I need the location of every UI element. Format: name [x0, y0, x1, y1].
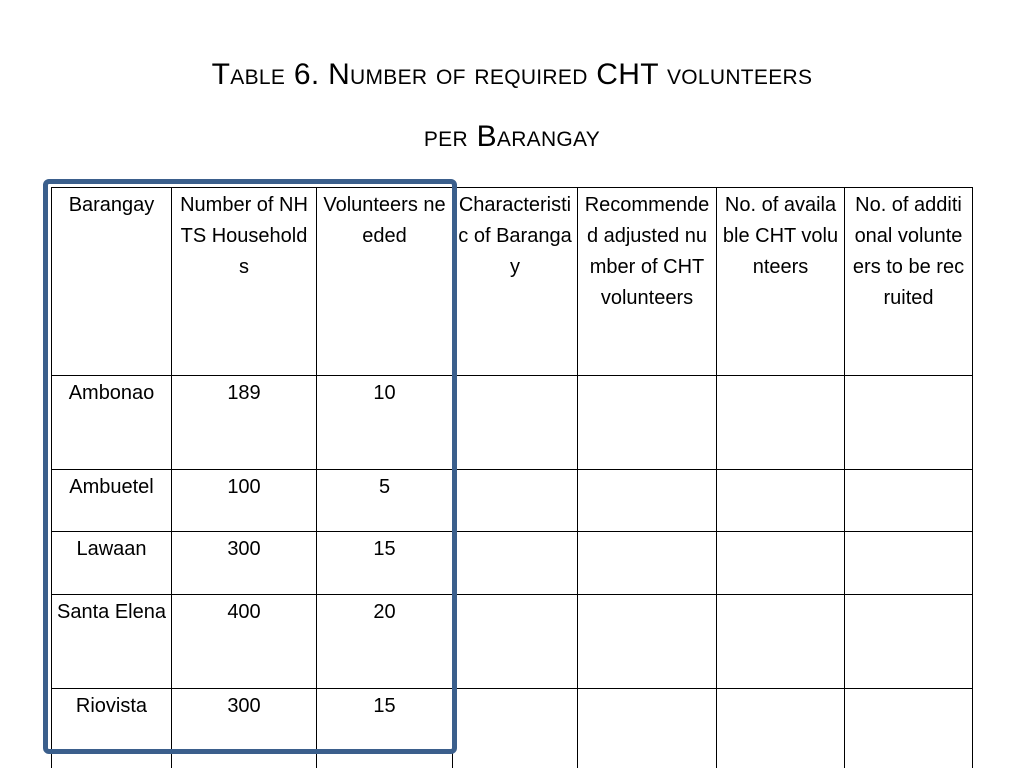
- cell-available-volunteers: [717, 532, 845, 595]
- cell-volunteers-needed: 15: [317, 689, 453, 768]
- cell-barangay: Lawaan: [52, 532, 172, 595]
- cell-available-volunteers: [717, 376, 845, 470]
- table-row: [52, 470, 973, 532]
- cell-nhts-households: 300: [172, 532, 317, 595]
- cell-characteristic: [453, 376, 578, 470]
- cell-barangay: Santa Elena: [52, 595, 172, 689]
- table-row: [52, 689, 973, 768]
- table-row: [52, 376, 973, 470]
- cell-additional-volunteers: [845, 532, 973, 595]
- header-barangay: Barangay: [52, 188, 172, 376]
- cell-available-volunteers: [717, 595, 845, 689]
- cell-recommended-adjusted: [578, 595, 717, 689]
- cell-nhts-households: 189: [172, 376, 317, 470]
- cell-nhts-households: 300: [172, 689, 317, 768]
- volunteers-table: [51, 187, 973, 768]
- title-line-1: Table 6. Number of required CHT volunteers: [211, 58, 813, 91]
- header-additional-volunteers: No. of additional volunteers to be recruited: [845, 188, 973, 376]
- header-recommended-adjusted: Recommended adjusted number of CHT volunteers: [578, 188, 717, 376]
- cell-volunteers-needed: 15: [317, 532, 453, 595]
- cell-volunteers-needed: 10: [317, 376, 453, 470]
- cell-nhts-households: 400: [172, 595, 317, 689]
- cell-barangay: Riovista: [52, 689, 172, 768]
- header-characteristic: Characteristic of Barangay: [453, 188, 578, 376]
- cell-characteristic: [453, 689, 578, 768]
- slide-title: [40, 44, 984, 168]
- cell-available-volunteers: [717, 470, 845, 532]
- cell-additional-volunteers: [845, 470, 973, 532]
- title-line-2: per Barangay: [423, 120, 601, 153]
- cell-additional-volunteers: [845, 689, 973, 768]
- cell-nhts-households: 100: [172, 470, 317, 532]
- cell-characteristic: [453, 470, 578, 532]
- header-row: [52, 188, 973, 376]
- cell-recommended-adjusted: [578, 470, 717, 532]
- cell-barangay: Ambuetel: [52, 470, 172, 532]
- cell-characteristic: [453, 532, 578, 595]
- cell-characteristic: [453, 595, 578, 689]
- header-available-volunteers: No. of available CHT volunteers: [717, 188, 845, 376]
- table-row: [52, 532, 973, 595]
- cell-recommended-adjusted: [578, 376, 717, 470]
- cell-available-volunteers: [717, 689, 845, 768]
- cell-additional-volunteers: [845, 376, 973, 470]
- header-volunteers-needed: Volunteers needed: [317, 188, 453, 376]
- cell-recommended-adjusted: [578, 532, 717, 595]
- cell-barangay: Ambonao: [52, 376, 172, 470]
- table-row: [52, 595, 973, 689]
- cell-additional-volunteers: [845, 595, 973, 689]
- header-nhts-households: Number of NHTS Households: [172, 188, 317, 376]
- cell-volunteers-needed: 5: [317, 470, 453, 532]
- cell-volunteers-needed: 20: [317, 595, 453, 689]
- cell-recommended-adjusted: [578, 689, 717, 768]
